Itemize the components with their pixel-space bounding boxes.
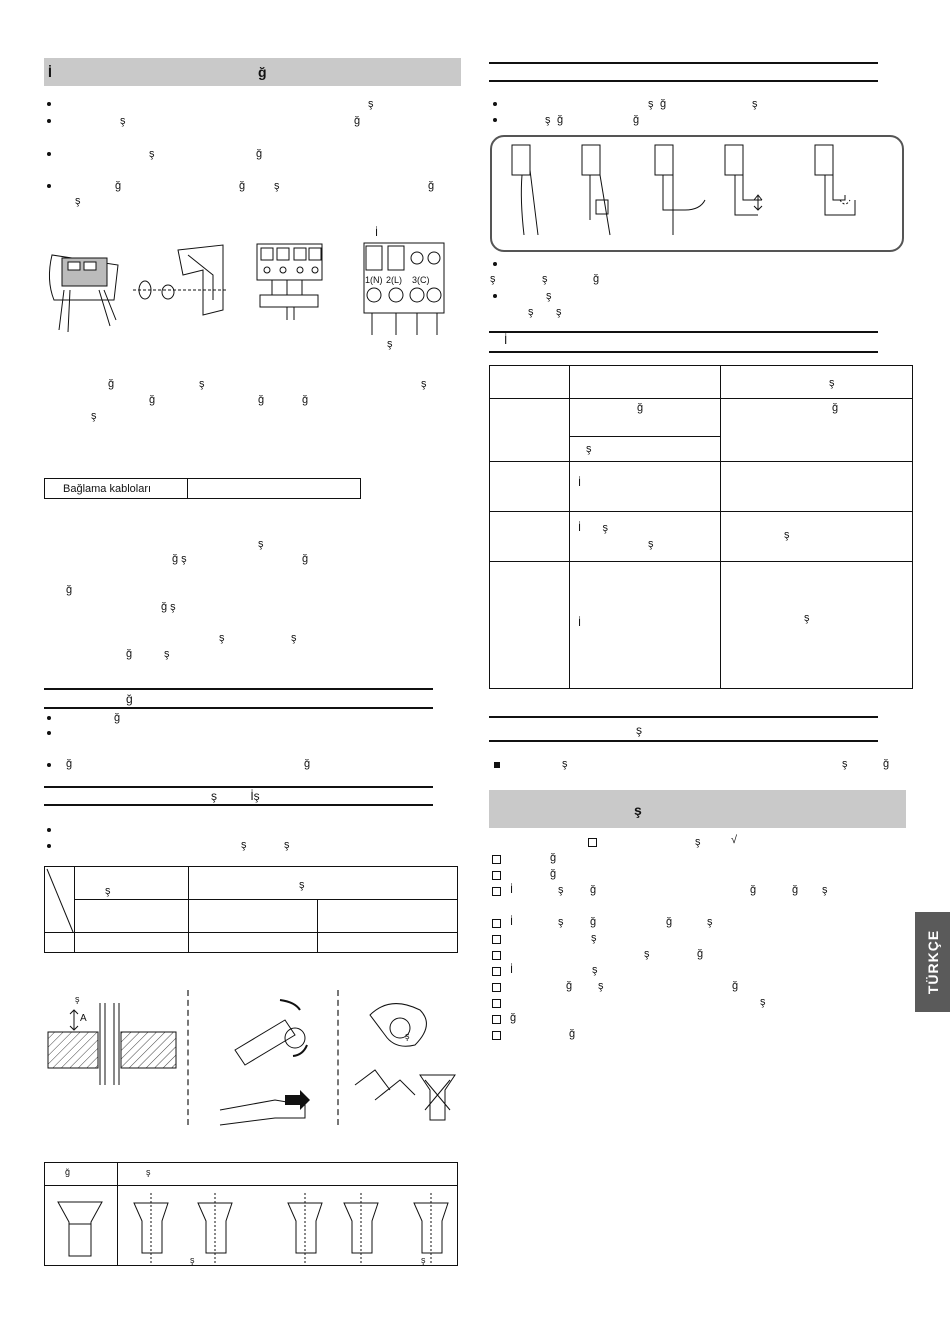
cell bbox=[721, 562, 913, 689]
dimension-a-label: A bbox=[80, 1013, 87, 1024]
checklist-checkbox[interactable] bbox=[492, 1031, 501, 1040]
cell bbox=[570, 512, 721, 562]
text: ş bbox=[75, 195, 81, 207]
text: ğ bbox=[302, 553, 309, 565]
bullet bbox=[47, 716, 51, 720]
section-rule bbox=[489, 716, 878, 718]
text: ğ bbox=[510, 1012, 517, 1024]
text: ş bbox=[842, 758, 848, 770]
cell bbox=[490, 399, 570, 462]
text: ğ bbox=[66, 584, 73, 596]
text: ğ bbox=[126, 648, 133, 660]
checklist-checkbox[interactable] bbox=[492, 967, 501, 976]
text: ğ bbox=[108, 378, 115, 390]
text: ğ bbox=[550, 852, 557, 864]
bullet bbox=[493, 118, 497, 122]
text: ğ bbox=[258, 394, 265, 406]
section-title: İ ğ bbox=[48, 64, 267, 80]
text: ğ bbox=[666, 916, 673, 928]
cell bbox=[570, 462, 721, 512]
section-title: İ bbox=[504, 333, 508, 347]
text: ş bbox=[120, 115, 126, 127]
checklist-checkbox[interactable] bbox=[492, 983, 501, 992]
section-rule bbox=[44, 688, 433, 690]
text: ğ bbox=[569, 1028, 576, 1040]
cell bbox=[721, 366, 913, 399]
text: ş bbox=[558, 884, 564, 896]
text: ş bbox=[545, 114, 551, 126]
text: ğ bbox=[732, 980, 739, 992]
text: ş bbox=[752, 98, 758, 110]
text: ş bbox=[241, 839, 247, 851]
text: ş bbox=[368, 98, 374, 110]
figure-divider bbox=[337, 990, 339, 1125]
connecting-cable-table bbox=[44, 478, 361, 499]
text: ğ bbox=[149, 394, 156, 406]
text: ş bbox=[284, 839, 290, 851]
bullet bbox=[47, 184, 51, 188]
section-title: ş bbox=[634, 802, 642, 818]
checklist-checkbox[interactable] bbox=[492, 935, 501, 944]
text: ş bbox=[490, 273, 496, 285]
cell bbox=[189, 900, 318, 933]
bullet bbox=[47, 102, 51, 106]
text: ğ bbox=[302, 394, 309, 406]
cell bbox=[75, 900, 189, 933]
cell bbox=[570, 399, 721, 437]
text: ğ bbox=[750, 884, 757, 896]
bullet bbox=[47, 119, 51, 123]
cell-text: ş bbox=[804, 612, 810, 624]
terminal-board-figure bbox=[252, 240, 327, 320]
header-text: ğ bbox=[65, 1167, 71, 1177]
cell bbox=[75, 933, 189, 953]
text: ğ bbox=[593, 273, 600, 285]
text: ğ bbox=[115, 180, 122, 192]
cell bbox=[189, 933, 318, 953]
cell-text: ğ bbox=[637, 402, 644, 414]
text: ğ bbox=[566, 980, 573, 992]
cell-text: ğ bbox=[832, 402, 839, 414]
header-text: ş bbox=[105, 885, 111, 897]
section-rule bbox=[44, 786, 433, 788]
indoor-unit-wiring-figure bbox=[44, 240, 124, 335]
square-bullet bbox=[494, 762, 500, 768]
bullet bbox=[47, 152, 51, 156]
text: ş bbox=[592, 964, 598, 976]
header-cell bbox=[45, 1163, 118, 1186]
cell-text: İ ş bbox=[578, 522, 608, 534]
header-cell bbox=[189, 867, 458, 900]
bullet bbox=[47, 844, 51, 848]
text: ğ bbox=[256, 148, 263, 160]
checklist-checkbox[interactable] bbox=[492, 999, 501, 1008]
text: ş bbox=[542, 273, 548, 285]
text: ş bbox=[598, 980, 604, 992]
flare-dimension-table bbox=[44, 866, 458, 953]
bullet bbox=[493, 294, 497, 298]
cell bbox=[45, 1186, 118, 1266]
text: ş bbox=[219, 632, 225, 644]
section-rule bbox=[489, 351, 878, 353]
cell bbox=[490, 462, 570, 512]
section-rule bbox=[489, 80, 878, 82]
text: ğ bbox=[633, 114, 640, 126]
text: ş bbox=[648, 98, 654, 110]
text: ş bbox=[760, 996, 766, 1008]
flare-label: ş bbox=[405, 1031, 410, 1041]
bullet bbox=[47, 763, 51, 767]
cell bbox=[318, 900, 458, 933]
hand-tightening-figure bbox=[345, 990, 460, 1130]
cell bbox=[490, 562, 570, 689]
cell bbox=[570, 437, 721, 462]
cell bbox=[45, 933, 75, 953]
text: İ bbox=[510, 964, 514, 976]
flare-cut-figure bbox=[44, 1000, 179, 1085]
section-rule bbox=[44, 707, 433, 709]
text: ş bbox=[199, 378, 205, 390]
text: ğ bbox=[239, 180, 246, 192]
text: ğ bbox=[114, 712, 121, 724]
section-header-installation bbox=[44, 58, 461, 86]
header-text: ş bbox=[146, 1167, 151, 1177]
terminal-label-2l: 2(L) bbox=[386, 275, 403, 285]
terminal-label: ş bbox=[387, 338, 393, 350]
checklist-checkbox[interactable] bbox=[492, 871, 501, 880]
cell-text: ş bbox=[648, 538, 654, 550]
bullet bbox=[47, 828, 51, 832]
flare-inspection-table bbox=[44, 1162, 458, 1266]
section-title: ş bbox=[636, 723, 642, 737]
cell bbox=[721, 399, 913, 462]
language-tab-label: TÜRKÇE bbox=[924, 929, 941, 995]
inspection-table bbox=[489, 365, 913, 689]
text: ğ bbox=[792, 884, 799, 896]
flare-label: ş bbox=[75, 994, 80, 1004]
cell bbox=[318, 933, 458, 953]
cell-text: ş bbox=[586, 443, 592, 455]
caption: ş bbox=[421, 1255, 426, 1265]
section-rule bbox=[489, 331, 878, 333]
text: ş bbox=[421, 378, 427, 390]
cell-text: İ bbox=[578, 617, 582, 629]
text: ş bbox=[91, 410, 97, 422]
text: ş bbox=[558, 916, 564, 928]
section-rule bbox=[489, 740, 878, 742]
header-cell bbox=[75, 867, 189, 900]
figure-divider bbox=[187, 990, 189, 1125]
text: ş bbox=[291, 632, 297, 644]
terminal-block-figure bbox=[362, 240, 447, 340]
header-cell bbox=[118, 1163, 458, 1186]
cell bbox=[570, 562, 721, 689]
text: ş bbox=[591, 932, 597, 944]
text: ş bbox=[556, 306, 562, 318]
cell bbox=[721, 462, 913, 512]
text: ş bbox=[546, 290, 552, 302]
checklist-checkbox[interactable] bbox=[492, 887, 501, 896]
text: ş bbox=[258, 538, 264, 550]
cell-text: İ bbox=[578, 477, 582, 489]
check-mark: √ bbox=[731, 834, 738, 846]
section-title: ğ bbox=[126, 692, 133, 706]
text: ğ ş bbox=[161, 601, 176, 613]
text: ş bbox=[528, 306, 534, 318]
text: ğ bbox=[590, 916, 597, 928]
checklist-checkbox[interactable] bbox=[492, 1015, 501, 1024]
header-text: ş bbox=[829, 377, 835, 389]
text: ş bbox=[149, 148, 155, 160]
text: ğ bbox=[883, 758, 890, 770]
cell bbox=[570, 366, 721, 399]
text: ş bbox=[695, 836, 701, 848]
cable-label: Bağlama kabloları bbox=[45, 479, 188, 499]
text: ş bbox=[274, 180, 280, 192]
cell bbox=[490, 366, 570, 399]
text: ş bbox=[822, 884, 828, 896]
header-text: ş bbox=[299, 879, 305, 891]
text: ğ bbox=[66, 758, 73, 770]
cell bbox=[721, 512, 913, 562]
terminal-label-1n: 1(N) bbox=[365, 275, 383, 285]
diagonal-cell bbox=[45, 867, 75, 933]
text: ğ bbox=[304, 758, 311, 770]
language-tab bbox=[915, 912, 950, 1012]
checklist-checkbox[interactable] bbox=[492, 919, 501, 928]
text: ğ bbox=[697, 948, 704, 960]
cell bbox=[118, 1186, 458, 1266]
checkbox-sample bbox=[588, 838, 597, 847]
text: ğ bbox=[557, 114, 564, 126]
text: ş bbox=[562, 758, 568, 770]
text: ş bbox=[164, 648, 170, 660]
text: İ bbox=[510, 884, 514, 896]
drain-hose-figures bbox=[500, 140, 890, 240]
text: ş bbox=[644, 948, 650, 960]
section-rule bbox=[489, 62, 878, 64]
text: ğ bbox=[428, 180, 435, 192]
checklist-checkbox[interactable] bbox=[492, 855, 501, 864]
checklist-checkbox[interactable] bbox=[492, 951, 501, 960]
bullet bbox=[493, 102, 497, 106]
caption: ş bbox=[190, 1255, 195, 1265]
section-title: ş İş bbox=[211, 789, 260, 803]
clamp-screw-figure bbox=[133, 240, 228, 325]
section-header-checklist bbox=[489, 790, 906, 828]
bad-flare-figures bbox=[128, 1191, 458, 1266]
text: ğ ş bbox=[172, 553, 187, 565]
text: ğ bbox=[660, 98, 667, 110]
cell-text: ş bbox=[784, 529, 790, 541]
cable-value bbox=[188, 479, 361, 499]
terminal-label: İ bbox=[375, 227, 379, 239]
cell bbox=[490, 512, 570, 562]
good-flare-figure bbox=[55, 1200, 105, 1260]
flaring-tool-figure bbox=[215, 990, 315, 1130]
text: ğ bbox=[590, 884, 597, 896]
terminal-label-3c: 3(C) bbox=[412, 275, 430, 285]
text: ğ bbox=[550, 868, 557, 880]
text: ş bbox=[707, 916, 713, 928]
bullet bbox=[493, 262, 497, 266]
text: ğ bbox=[354, 115, 361, 127]
text: İ bbox=[510, 916, 514, 928]
section-rule bbox=[44, 804, 433, 806]
bullet bbox=[47, 731, 51, 735]
